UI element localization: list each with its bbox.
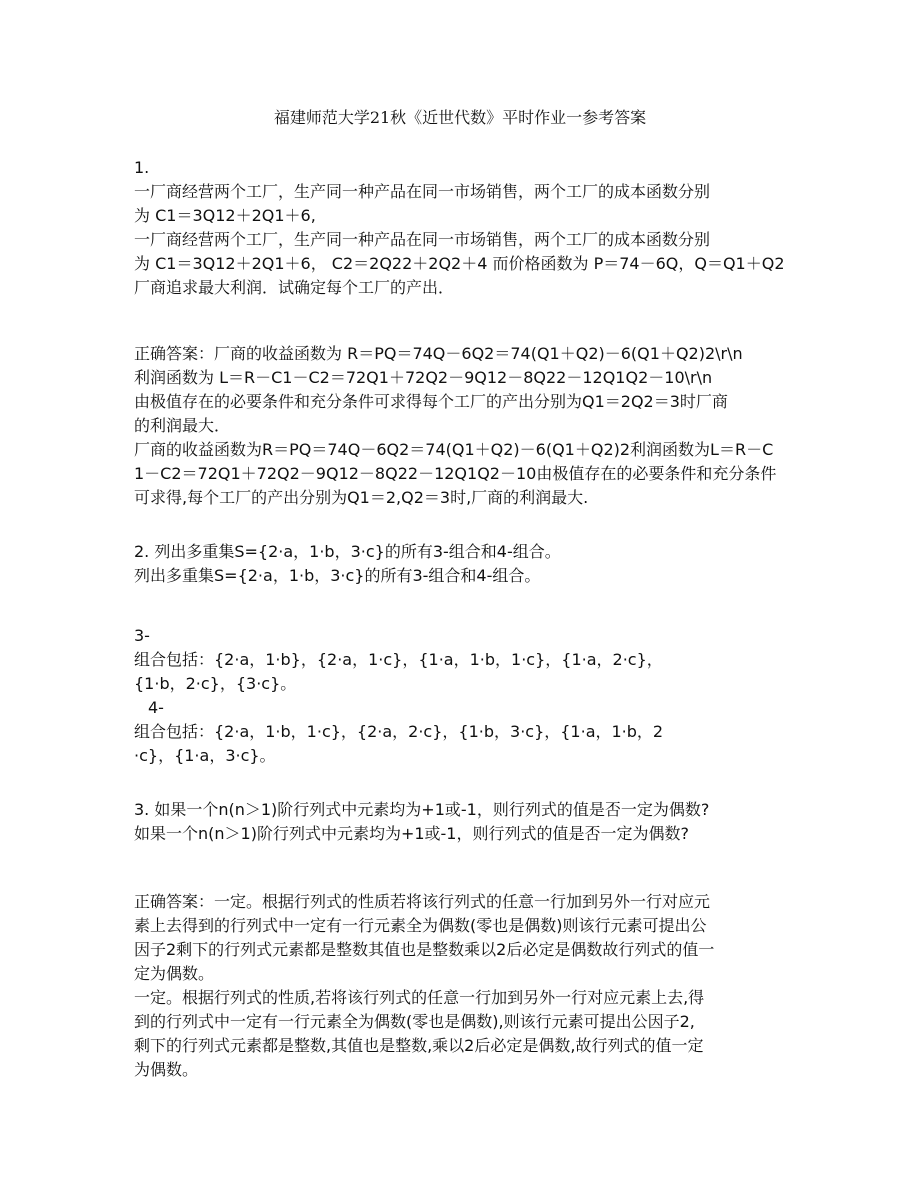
question-text-line: 厂商追求最大利润．试确定每个工厂的产出． — [134, 278, 455, 297]
answer-1 — [134, 342, 789, 510]
answer-text-line: 因子2剩下的行列式元素都是整数其值也是整数乘以2后必定是偶数故行列式的值一 — [134, 940, 715, 959]
answer-text-line: ·c}，{1·a，3·c}。 — [134, 746, 276, 765]
question-text-line: 列出多重集S={2·a，1·b，3·c}的所有3-组合和4-组合。 — [134, 566, 541, 585]
answer-text-line: {1·b，2·c}，{3·c}。 — [134, 674, 297, 693]
answer-text-line: 素上去得到的行列式中一定有一行元素全为偶数(零也是偶数)则该行元素可提出公 — [134, 916, 707, 935]
answer-text-line: 的利润最大． — [134, 416, 231, 435]
spacer — [134, 588, 789, 624]
answer-text-line: 可求得,每个工厂的产出分别为Q1＝2,Q2＝3时,厂商的利润最大. — [134, 488, 589, 507]
spacer — [134, 300, 789, 342]
answer-text-line: 到的行列式中一定有一行元素全为偶数(零也是偶数),则该行元素可提出公因子2, — [134, 1012, 695, 1031]
answer-3 — [134, 890, 789, 1082]
question-text-line: 一厂商经营两个工厂，生产同一种产品在同一市场销售，两个工厂的成本函数分别 — [134, 230, 711, 249]
document-body — [134, 156, 789, 1082]
question-2 — [134, 540, 789, 588]
question-text-line: 一厂商经营两个工厂，生产同一种产品在同一市场销售，两个工厂的成本函数分别 — [134, 182, 711, 201]
answer-text-line: 3- — [134, 626, 150, 645]
question-3 — [134, 798, 789, 846]
answer-text-line: 正确答案：一定。根据行列式的性质若将该行列式的任意一行加到另外一行对应元 — [134, 892, 711, 911]
answer-text-line: 为偶数。 — [134, 1060, 199, 1079]
question-number: 1. — [134, 158, 150, 177]
answer-text-line: 组合包括：{2·a，1·b，1·c}，{2·a，2·c}，{1·b，3·c}，{1·a，1·b，2 — [134, 722, 664, 741]
question-text-line: 2. 列出多重集S={2·a，1·b，3·c}的所有3-组合和4-组合。 — [134, 542, 561, 561]
question-text-line: 3. 如果一个n(n＞1)阶行列式中元素均为+1或-1，则行列式的值是否一定为偶数? — [134, 800, 710, 819]
answer-text-line: 厂商的收益函数为R＝PQ＝74Q－6Q2＝74(Q1＋Q2)－6(Q1＋Q2)2利润函数为L＝R－C — [134, 440, 774, 459]
spacer — [134, 846, 789, 890]
answer-text-line: 剩下的行列式元素都是整数,其值也是整数,乘以2后必定是偶数,故行列式的值一定 — [134, 1036, 704, 1055]
spacer — [134, 510, 789, 540]
answer-text-line: 由极值存在的必要条件和充分条件可求得每个工厂的产出分别为Q1＝2Q2＝3时厂商 — [134, 392, 728, 411]
question-text-line: 为 C1＝3Q12＋2Q1＋6， C2＝2Q22＋2Q2＋4 而价格函数为 P＝74－6Q，Q＝Q1＋Q2 — [134, 254, 785, 273]
page-title: 福建师范大学21秋《近世代数》平时作业一参考答案 — [273, 108, 647, 127]
answer-text-line: 4- — [148, 698, 164, 717]
answer-text-line: 利润函数为 L＝R－C1－C2＝72Q1＋72Q2－9Q12－8Q22－12Q1Q2－10\r\n — [134, 368, 713, 387]
answer-text-line: 定为偶数。 — [134, 964, 215, 983]
answer-text-line: 正确答案：厂商的收益函数为 R＝PQ＝74Q－6Q2＝74(Q1＋Q2)－6(Q1＋Q2)2\r\n — [134, 344, 743, 363]
question-1 — [134, 156, 789, 300]
answer-2 — [134, 624, 789, 768]
answer-text-line: 一定。根据行列式的性质,若将该行列式的任意一行加到另外一行对应元素上去,得 — [134, 988, 705, 1007]
question-text-line: 如果一个n(n＞1)阶行列式中元素均为+1或-1，则行列式的值是否一定为偶数? — [134, 824, 689, 843]
answer-text-line: 组合包括：{2·a，1·b}，{2·a，1·c}，{1·a，1·b，1·c}，{1·a，2·c}， — [134, 650, 663, 669]
question-text-line: 为 C1＝3Q12＋2Q1＋6, — [134, 206, 316, 225]
spacer — [134, 768, 789, 798]
answer-text-line: 1－C2＝72Q1＋72Q2－9Q12－8Q22－12Q1Q2－10由极值存在的必要条件和充分条件 — [134, 464, 777, 483]
